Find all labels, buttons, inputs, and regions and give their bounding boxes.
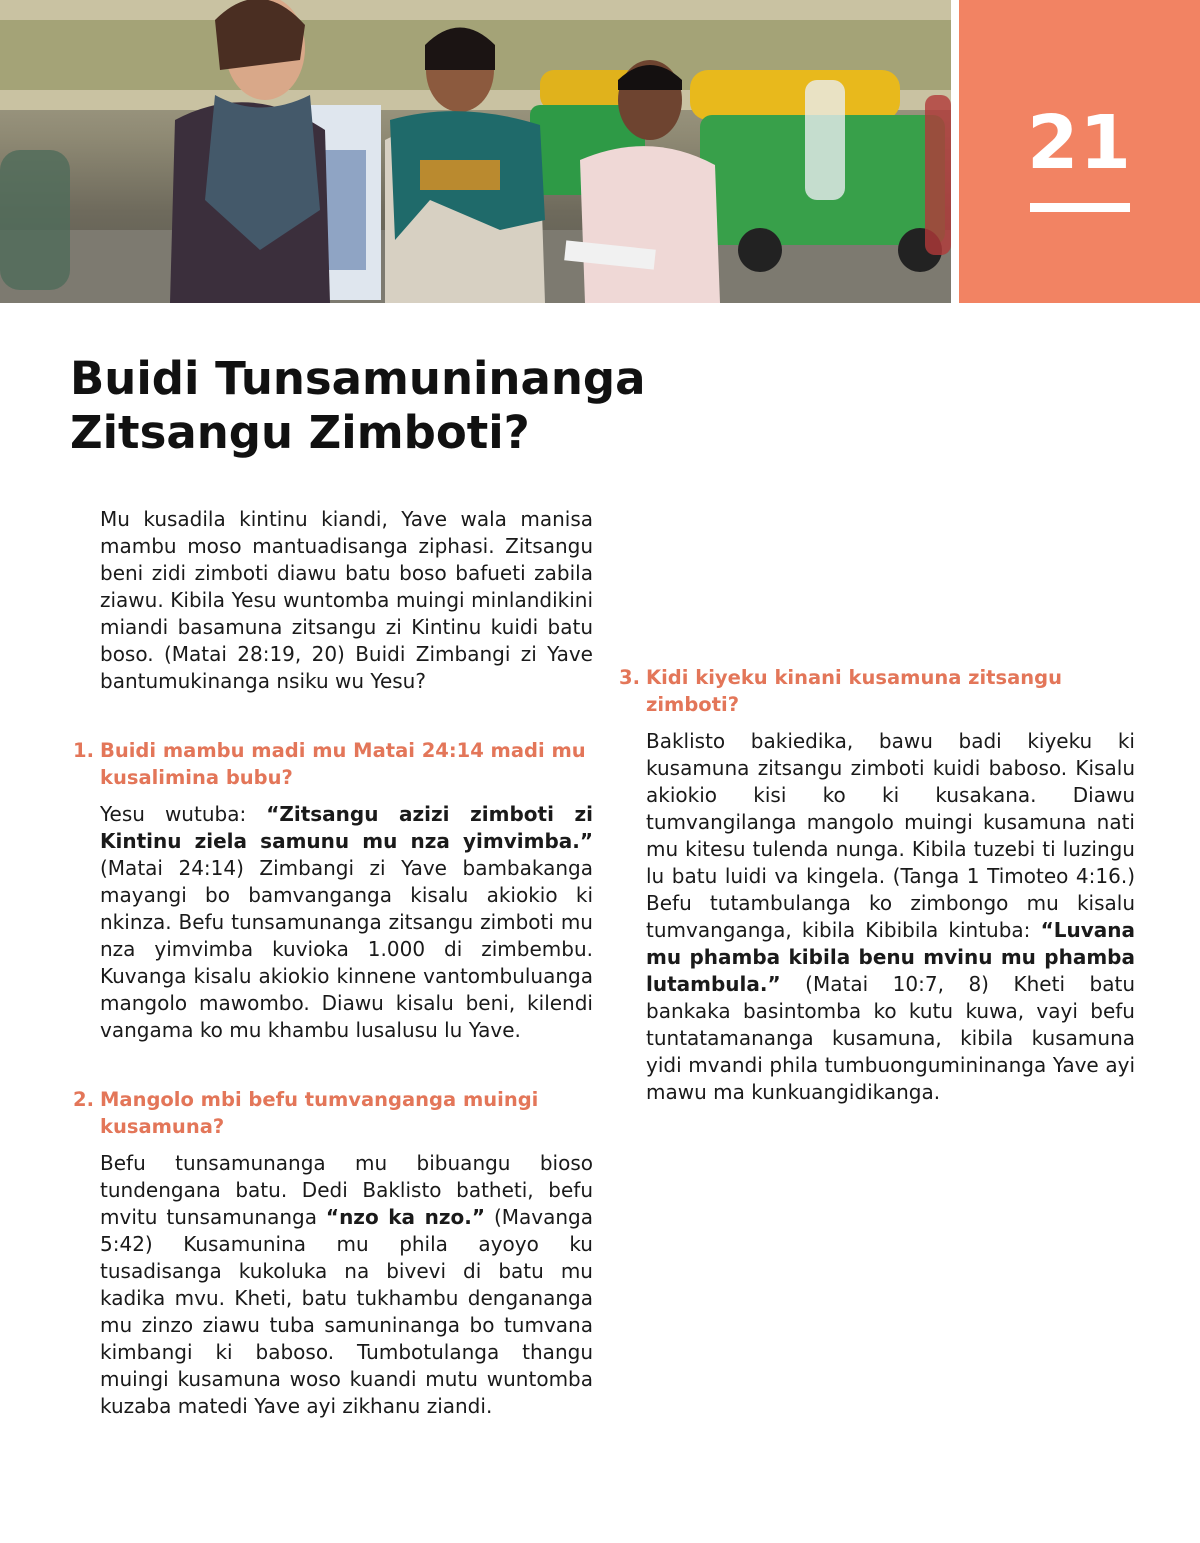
question-3-number: 3. [619,666,640,689]
title-line-1: Buidi Tunsamuninanga [70,352,646,405]
lesson-number: 21 [1027,100,1132,186]
answer-1-quote: “Zitsangu azizi zimboti zi Kintinu ziela samunu mu nza yimvimba.” [100,802,594,853]
question-1-number: 1. [73,739,94,762]
lesson-number-badge [959,0,1200,303]
question-3 [619,664,1135,718]
answer-3-quote: “Luvana mu phamba kibila benu mvinu mu phamba lutambula.” [646,918,1135,996]
street-scene-illustration [0,0,951,303]
question-2-text: Mangolo mbi befu tumvanganga muingi kusamuna? [100,1088,539,1138]
column-right [619,506,1135,1106]
intro-paragraph: Mu kusadila kintinu kiandi, Yave wala manisa mambu moso mantuadisanga ziphasi. Zitsangu beni zidi zimboti diawu batu boso bafueti zabila ziawu. Kibila Yesu wuntomba muingi minlandikini miandi basamuna zitsangu zi Kintinu kuidi batu boso. (Matai 28:19, 20) Buidi Zimbangi zi Yave bantumukinanga nsiku wu Yesu? [100,507,593,693]
answer-3-text-a: Baklisto bakiedika, bawu badi kiyeku ki kusamuna zitsangu zimboti kuidi baboso. Kisalu akiokio kisi ko ki kusakana. Diawu tumvangilanga mangolo muingi kusamuna nati mu kitesu tulenda nunga. Kibila tuzebi ti luzingu lu batu luidi va kingela. (Tanga 1 Timoteo 4:16.) Befu tutambulanga ko zimbongo mu kisalu tumvanganga, kibila Kibibila kintuba: [646,729,1135,942]
question-1 [73,737,593,791]
answer-3-text-b: (Matai 10:7, 8) Kheti batu bankaka basintomba ko kutu kuwa, vayi befu tuntatamananga kusamuna, kibila kusamuna yidi mvandi phila tumbuongumininanga Yave ayi mawu ma kunkuangidikanga. [646,972,1135,1104]
answer-2-text-b: (Mavanga 5:42) Kusamunina mu phila ayoyo ku tusadisanga kukoluka na bivevi di batu mu kadika mvu. Kheti, batu tukhambu dengananga mu zinzo ziawu tuba samuninanga bo tumvana kimbangi ki baboso. Tumbotulanga thangu muingi kusamuna woso kuandi mutu wuntomba kuzaba matedi Yave ayi zikhanu ziandi. [100,1205,593,1418]
hero-photo [0,0,951,303]
answer-3 [646,728,1135,1106]
question-2-number: 2. [73,1088,94,1111]
answer-1-text-a: Yesu wutuba: [100,802,267,826]
question-3-text: Kidi kiyeku kinani kusamuna zitsangu zimboti? [646,666,1062,716]
title-line-2: Zitsangu Zimboti? [70,406,530,459]
lesson-number-underline [1030,203,1130,212]
answer-2 [100,1150,593,1420]
answer-1 [100,801,593,1044]
answer-2-quote: “nzo ka nzo.” [325,1205,485,1229]
column-left [73,506,593,1420]
question-2 [73,1086,593,1140]
page-title [70,352,690,460]
answer-1-text-b: (Matai 24:14) Zimbangi zi Yave bambakanga mayangi bo bamvanganga kisalu akiokio ki nkinza. Befu tunsamunanga zitsangu zimboti mu nza yimvimba kuvioka 1.000 di zimbembu. Kuvanga kisalu akiokio kinnene vantombuluanga mangolo mawombo. Diawu kisalu beni, kilendi vangama ko mu khambu lusalusu lu Yave. [100,856,593,1042]
answer-2-text-a: Befu tunsamunanga mu bibuangu bioso tundengana batu. Dedi Baklisto batheti, befu mvitu tunsamunanga [100,1151,593,1229]
question-1-text: Buidi mambu madi mu Matai 24:14 madi mu kusalimina bubu? [100,739,586,789]
